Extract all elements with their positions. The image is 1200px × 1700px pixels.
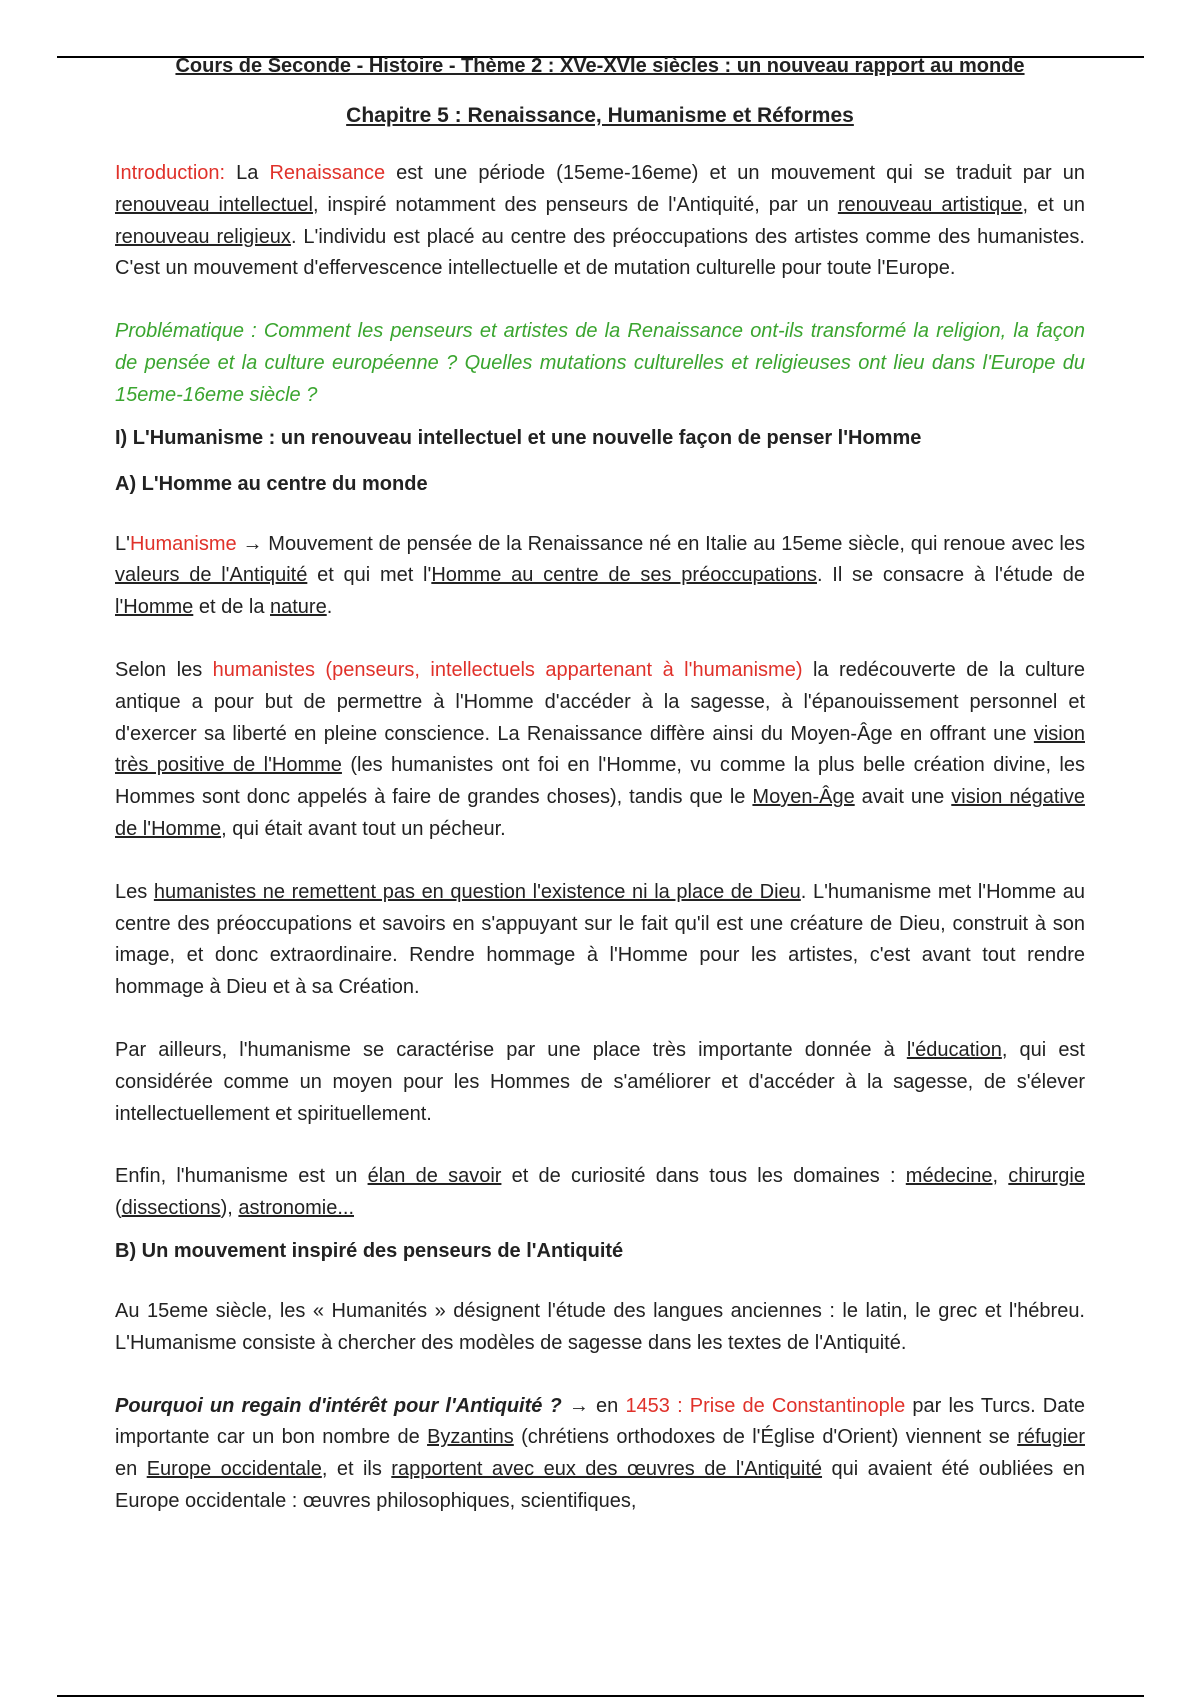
section-b-heading: B) Un mouvement inspiré des penseurs de l'Antiquité xyxy=(115,1239,624,1262)
intro-label: Introduction: xyxy=(115,162,226,184)
introduction-paragraph: Introduction: La Renaissance est une période (15eme-16eme) et un mouvement qui se traduit par un renouveau intellectuel, inspiré notamment des penseurs de l'Antiquité, par un renouveau artistique, et un renouveau religieux. L'individu est placé au centre des préoccupations des artistes comme des humanistes. C'est un mouvement d'effervescence intellectuelle et de mutation culturelle pour toute l'Europe. xyxy=(115,162,1086,280)
education-paragraph: Par ailleurs, l'humanisme se caractérise par une place très importante donnée à l'éducation, qui est considérée comme un moyen pour les Hommes de s'améliorer et d'accéder à la sagesse, de s'élever intellectuellement et spirituellement. xyxy=(115,1038,1085,1125)
document-body xyxy=(115,158,1085,1518)
savoir-paragraph: Enfin, l'humanisme est un élan de savoir et de curiosité dans tous les domaines : médecine, chirurgie (dissections), astronomie... xyxy=(115,1165,1085,1220)
dieu-paragraph: Les humanistes ne remettent pas en question l'existence ni la place de Dieu. L'humanisme met l'Homme au centre des préoccupations et savoirs en s'appuyant sur le fait qu'il est une créature de Dieu, construit à son image, et donc extraordinaire. Rendre hommage à l'Homme pour les artistes, c'est avant tout rendre hommage à Dieu et à sa Création. xyxy=(115,880,1085,999)
course-title: Cours de Seconde - Histoire - Thème 2 : XVe-XVIe siècles : un nouveau rapport au monde xyxy=(175,55,1025,77)
constantinople-event: Prise de Constantinople xyxy=(689,1394,906,1417)
humanisme-term: Humanisme xyxy=(129,532,237,555)
humanisme-definition-paragraph: L'Humanisme → Mouvement de pensée de la Renaissance né en Italie au 15eme siècle, qui renoue avec les valeurs de l'Antiquité et qui met l'Homme au centre de ses préoccupations. Il se consacre à l'étude de l'Homme et de la nature. xyxy=(115,532,1086,619)
humanites-paragraph: Au 15eme siècle, les « Humanités » désignent l'étude des langues anciennes : le latin, le grec et l'hébreu. L'Humanisme consiste à chercher des modèles de sagesse dans les textes de l'Antiquité. xyxy=(115,1299,1085,1354)
bottom-rule xyxy=(57,1695,1144,1697)
problematique-paragraph: Problématique : Comment les penseurs et artistes de la Renaissance ont-ils transformé la religion, la façon de pensée et la culture européenne ? Quelles mutations culturelles et religieuses ont lieu dans l'Europe du 15eme-16eme siècle ? xyxy=(115,320,1085,406)
humanistes-paragraph: Selon les humanistes (penseurs, intellectuels appartenant à l'humanisme) la redécouverte de la culture antique a pour but de permettre à l'Homme d'accéder à la sagesse, à l'épanouissement personnel et d'exercer sa liberté en pleine conscience. La Renaissance diffère ainsi du Moyen-Âge en offrant une vision très positive de l'Homme (les humanistes ont foi en l'Homme, vu comme la plus belle création divine, les Hommes sont donc appelés à faire de grandes choses), tandis que le Moyen-Âge avait une vision négative de l'Homme, qui était avant tout un pécheur. xyxy=(115,658,1085,840)
renaissance-term: Renaissance xyxy=(269,162,386,184)
chapter-title: Chapitre 5 : Renaissance, Humanisme et Réformes xyxy=(346,104,854,127)
antiquite-question: Pourquoi un regain d'intérêt pour l'Antiquité ? xyxy=(115,1394,562,1417)
constantinople-paragraph: Pourquoi un regain d'intérêt pour l'Antiquité ? → en 1453 : Prise de Constantinople par les Turcs. Date importante car un bon nombre de Byzantins (chrétiens orthodoxes de l'Église d'Orient) viennent se réfugier en Europe occidentale, et ils rapportent avec eux des œuvres de l'Antiquité qui avaient été oubliées en Europe occidentale : œuvres philosophiques, scientifiques, xyxy=(115,1394,1086,1512)
section-a-heading: A) L'Homme au centre du monde xyxy=(115,472,428,495)
section-1-heading: I) L'Humanisme : un renouveau intellectuel et une nouvelle façon de penser l'Homme xyxy=(115,426,922,449)
humanistes-term: humanistes (penseurs, intellectuels appartenant à l'humanisme) xyxy=(212,658,803,681)
date-1453: 1453 xyxy=(625,1394,670,1417)
